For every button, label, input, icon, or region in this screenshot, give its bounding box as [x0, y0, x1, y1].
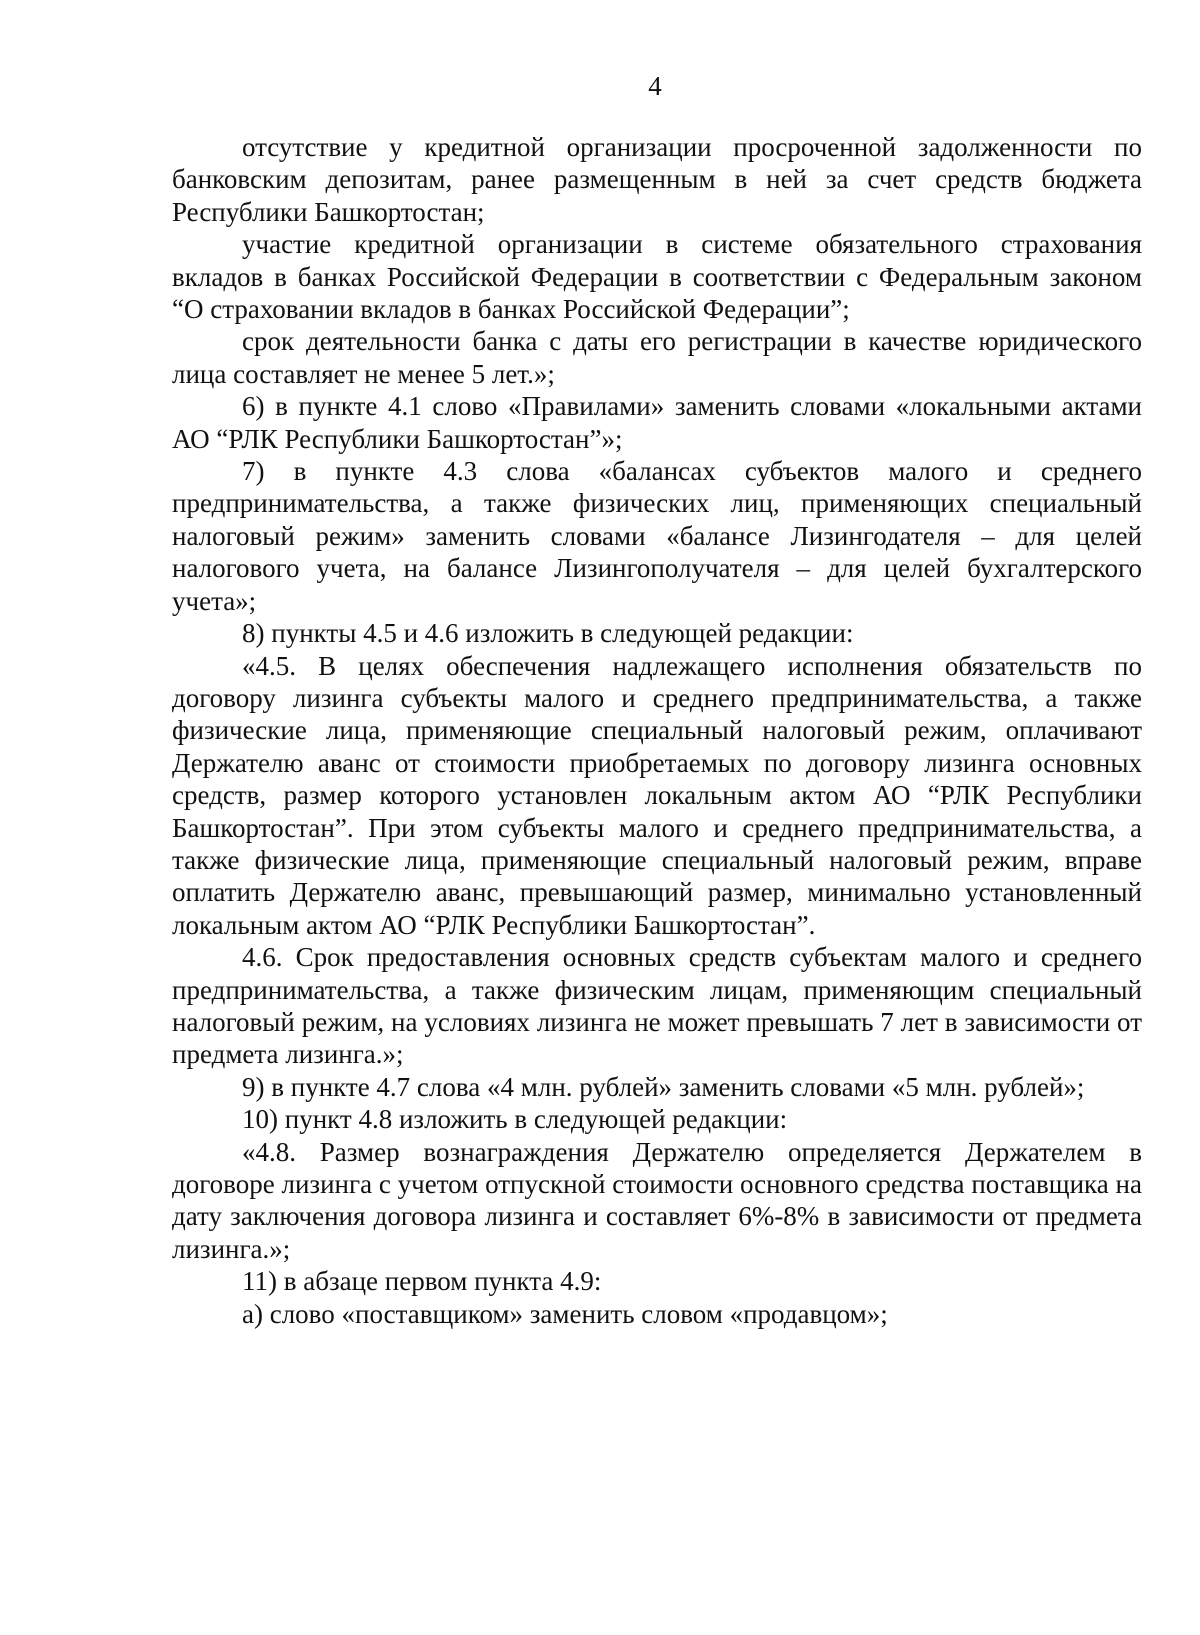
paragraph: участие кредитной организации в системе обязательного страхования вкладов в банках Российской Федерации в соответствии с Федеральным законом “О страховании вкладов в банках Российской Федерации”; — [172, 229, 1142, 325]
paragraph: срок деятельности банка с даты его регистрации в качестве юридического лица составляет не менее 5 лет.»; — [172, 326, 1142, 389]
page-number: 4 — [648, 71, 662, 101]
document-body — [172, 131, 1142, 1330]
paragraph: 6) в пункте 4.1 слово «Правилами» заменить словами «локальными актами АО “РЛК Республики Башкортостан”»; — [172, 391, 1142, 454]
paragraph: 10) пункт 4.8 изложить в следующей редакции: — [242, 1104, 788, 1135]
paragraph: 4.6. Срок предоставления основных средств субъектам малого и среднего предпринимательства, а также физическим лицам, применяющим специальный налоговый режим, на условиях лизинга не может превышать 7 лет в зависимости от предмета лизинга.»; — [172, 942, 1142, 1070]
paragraph: 11) в абзаце первом пункта 4.9: — [242, 1266, 602, 1297]
paragraph: «4.8. Размер вознаграждения Держателю определяется Держателем в договоре лизинга с учетом отпускной стоимости основного средства поставщика на дату заключения договора лизинга и составляет 6%-8% в зависимости от предмета лизинга.»; — [172, 1136, 1142, 1264]
paragraph: отсутствие у кредитной организации просроченной задолженности по банковским депозитам, ранее размещенным в ней за счет средств бюджета Республики Башкортостан; — [172, 132, 1142, 227]
paragraph: 8) пункты 4.5 и 4.6 изложить в следующей редакции: — [242, 618, 854, 649]
paragraph: а) слово «поставщиком» заменить словом «продавцом»; — [242, 1298, 888, 1329]
paragraph: 9) в пункте 4.7 слова «4 млн. рублей» заменить словами «5 млн. рублей»; — [242, 1071, 1085, 1102]
paragraph: 7) в пункте 4.3 слова «балансах субъектов малого и среднего предпринимательства, а также физических лиц, применяющих специальный налоговый режим» заменить словами «балансе Лизингодателя – для целей налогового учета, на балансе Лизингополучателя – для целей бухгалтерского учета»; — [172, 456, 1142, 616]
paragraph: «4.5. В целях обеспечения надлежащего исполнения обязательств по договору лизинга субъекты малого и среднего предпринимательства, а также физические лица, применяющие специальный налоговый режим, оплачивают Держателю аванс от стоимости приобретаемых по договору лизинга основных средств, размер которого установлен локальным актом АО “РЛК Республики Башкортостан”. При этом субъекты малого и среднего предпринимательства, а также физические лица, применяющие специальный налоговый режим, вправе оплатить Держателю аванс, превышающий размер, минимально установленный локальным актом АО “РЛК Республики Башкортостан”. — [172, 650, 1142, 940]
